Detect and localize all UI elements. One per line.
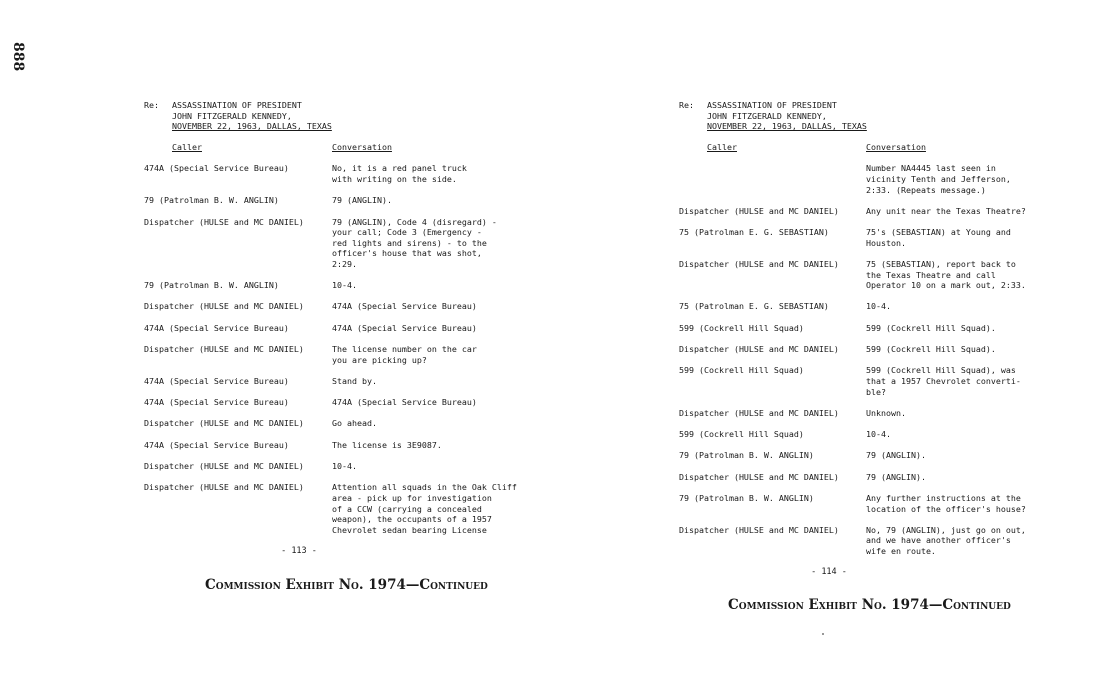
conversation-line: officer's house that was shot,: [332, 248, 482, 259]
conversation-line: 10-4.: [866, 301, 891, 312]
conversation-cell: [866, 301, 1079, 312]
conversation-line: 599 (Cockrell Hill Squad).: [866, 322, 996, 333]
conversation-cell: [332, 440, 564, 451]
conversation-line: Chevrolet sedan bearing License: [332, 524, 487, 535]
conversation-cell: [332, 376, 564, 387]
caller-cell: 79 (Patrolman B. W. ANGLIN): [144, 280, 279, 291]
caller-cell: 474A (Special Service Bureau): [144, 322, 289, 333]
transcript-row: [679, 163, 1079, 195]
conversation-line: 2:29.: [332, 258, 357, 269]
conversation-cell: [866, 493, 1079, 514]
conversation-line: Number NA4445 last seen in: [866, 163, 996, 174]
conversation-line: Operator 10 on a mark out, 2:33.: [866, 280, 1026, 291]
re-lines: [172, 100, 332, 132]
transcript-row: [679, 493, 1079, 514]
conversation-line: vicinity Tenth and Jefferson,: [866, 173, 1011, 184]
conversation-cell: [866, 259, 1079, 291]
conversation-cell: [332, 397, 564, 408]
exhibit-caption: Commission Exhibit No. 1974—Continued: [728, 597, 1011, 613]
re-block: [679, 100, 1079, 132]
transcript-rows: [144, 163, 564, 535]
conversation-cell: [866, 323, 1079, 334]
conversation-line: No, it is a red panel truck: [332, 163, 467, 174]
column-headers: [679, 142, 1079, 153]
transcript-row: [679, 525, 1079, 557]
conversation-line: 79 (ANGLIN).: [332, 195, 392, 206]
caller-cell: 474A (Special Service Bureau): [144, 397, 289, 408]
conversation-line: ble?: [866, 386, 886, 397]
page-number: - 113 -: [281, 545, 317, 556]
conversation-line: area - pick up for investigation: [332, 492, 492, 503]
transcript-row: [679, 450, 1079, 461]
re-line: NOVEMBER 22, 1963, DALLAS, TEXAS: [172, 121, 332, 132]
conversation-line: 79 (ANGLIN).: [866, 450, 926, 461]
caller-cell: Dispatcher (HULSE and MC DANIEL): [679, 471, 839, 482]
conversation-line: 474A (Special Service Bureau): [332, 322, 477, 333]
transcript-row: [144, 217, 564, 270]
re-block: [144, 100, 564, 132]
conversation-line: of a CCW (carrying a concealed: [332, 503, 482, 514]
transcript-row: [144, 163, 564, 184]
conversation-cell: [332, 163, 564, 184]
caller-header: Caller: [172, 141, 202, 152]
conversation-cell: [866, 206, 1079, 217]
conversation-line: Go ahead.: [332, 418, 377, 429]
conversation-header: Conversation: [332, 141, 392, 152]
conversation-line: your call; Code 3 (Emergency -: [332, 227, 482, 238]
page-number: - 114 -: [811, 567, 847, 578]
conversation-line: The license is 3E9087.: [332, 439, 442, 450]
conversation-line: Any unit near the Texas Theatre?: [866, 205, 1026, 216]
caller-cell: Dispatcher (HULSE and MC DANIEL): [679, 344, 839, 355]
conversation-cell: [866, 525, 1079, 557]
caller-cell: Dispatcher (HULSE and MC DANIEL): [679, 524, 839, 535]
transcript-row: [144, 195, 564, 206]
conversation-line: 10-4.: [332, 280, 357, 291]
conversation-cell: [332, 418, 564, 429]
side-page-number: 888: [10, 42, 26, 72]
transcript-row: [679, 259, 1079, 291]
caller-cell: [679, 163, 866, 195]
conversation-line: 599 (Cockrell Hill Squad), was: [866, 365, 1016, 376]
re-line: JOHN FITZGERALD KENNEDY,: [172, 110, 292, 121]
conversation-cell: [332, 217, 564, 270]
conversation-line: weapon), the occupants of a 1957: [332, 514, 492, 525]
caller-cell: 599 (Cockrell Hill Squad): [679, 429, 804, 440]
re-lines: [707, 100, 867, 132]
transcript-row: [679, 344, 1079, 355]
conversation-cell: [866, 163, 1079, 195]
conversation-line: 2:33. (Repeats message.): [866, 184, 986, 195]
transcript-rows: [679, 163, 1079, 556]
transcript-row: [144, 344, 564, 365]
conversation-line: 79 (ANGLIN), Code 4 (disregard) -: [332, 216, 497, 227]
caller-cell: 474A (Special Service Bureau): [144, 375, 289, 386]
transcript-row: [144, 397, 564, 408]
caller-cell: 599 (Cockrell Hill Squad): [679, 365, 804, 376]
caller-cell: 79 (Patrolman B. W. ANGLIN): [679, 492, 814, 503]
conversation-cell: [866, 227, 1079, 248]
conversation-line: 10-4.: [332, 461, 357, 472]
conversation-line: the Texas Theatre and call: [866, 269, 996, 280]
transcript-row: [144, 323, 564, 334]
conversation-line: The license number on the car: [332, 344, 477, 355]
caller-cell: Dispatcher (HULSE and MC DANIEL): [144, 344, 304, 355]
conversation-line: red lights and sirens) - to the: [332, 237, 487, 248]
conversation-cell: [332, 195, 564, 206]
transcript-row: [679, 301, 1079, 312]
transcript-row: [679, 323, 1079, 334]
transcript-row: [679, 472, 1079, 483]
transcript-row: [679, 429, 1079, 440]
transcript-row: [679, 365, 1079, 397]
caller-cell: Dispatcher (HULSE and MC DANIEL): [679, 205, 839, 216]
caller-cell: 599 (Cockrell Hill Squad): [679, 322, 804, 333]
conversation-cell: [866, 429, 1079, 440]
conversation-line: 599 (Cockrell Hill Squad).: [866, 344, 996, 355]
conversation-line: and we have another officer's: [866, 535, 1011, 546]
conversation-line: Any further instructions at the: [866, 492, 1021, 503]
transcript-row: [144, 376, 564, 387]
right-page: [679, 100, 1079, 578]
transcript-row: [144, 418, 564, 429]
conversation-line: you are picking up?: [332, 354, 427, 365]
conversation-cell: [866, 365, 1079, 397]
re-label: Re:: [679, 100, 694, 110]
caller-cell: Dispatcher (HULSE and MC DANIEL): [144, 418, 304, 429]
caller-cell: Dispatcher (HULSE and MC DANIEL): [144, 216, 304, 227]
caller-cell: 79 (Patrolman B. W. ANGLIN): [144, 195, 279, 206]
conversation-line: 474A (Special Service Bureau): [332, 397, 477, 408]
caller-cell: Dispatcher (HULSE and MC DANIEL): [679, 407, 839, 418]
conversation-line: Unknown.: [866, 407, 906, 418]
re-label: Re:: [144, 100, 159, 110]
conversation-cell: [332, 461, 564, 472]
conversation-line: 474A (Special Service Bureau): [332, 301, 477, 312]
conversation-cell: [866, 344, 1079, 355]
conversation-line: with writing on the side.: [332, 173, 457, 184]
transcript-row: [144, 280, 564, 291]
re-line: ASSASSINATION OF PRESIDENT: [172, 100, 302, 110]
conversation-line: No, 79 (ANGLIN), just go on out,: [866, 524, 1026, 535]
transcript-row: [679, 206, 1079, 217]
conversation-line: 79 (ANGLIN).: [866, 471, 926, 482]
conversation-line: 75 (SEBASTIAN), report back to: [866, 259, 1016, 269]
conversation-line: Houston.: [866, 237, 906, 248]
re-line: NOVEMBER 22, 1963, DALLAS, TEXAS: [707, 121, 867, 132]
conversation-line: that a 1957 Chevrolet converti-: [866, 375, 1021, 386]
caller-cell: 75 (Patrolman E. G. SEBASTIAN): [679, 227, 829, 238]
re-line: JOHN FITZGERALD KENNEDY,: [707, 110, 827, 121]
conversation-cell: [866, 472, 1079, 483]
transcript-row: [679, 408, 1079, 419]
left-page: [144, 100, 564, 557]
caller-cell: 474A (Special Service Bureau): [144, 163, 289, 174]
conversation-line: location of the officer's house?: [866, 503, 1026, 514]
conversation-cell: [866, 450, 1079, 461]
caller-cell: 474A (Special Service Bureau): [144, 439, 289, 450]
column-headers: [144, 142, 564, 153]
caller-header: Caller: [707, 141, 737, 152]
exhibit-caption: Commission Exhibit No. 1974—Continued: [205, 577, 488, 593]
caller-cell: Dispatcher (HULSE and MC DANIEL): [144, 482, 304, 493]
conversation-cell: [332, 482, 564, 535]
conversation-cell: [332, 344, 564, 365]
conversation-line: Stand by.: [332, 375, 377, 386]
transcript-row: [144, 440, 564, 451]
transcript-row: [144, 301, 564, 312]
transcript-row: [144, 482, 564, 535]
scan-speck: [822, 633, 824, 635]
conversation-cell: [866, 408, 1079, 419]
conversation-line: 75's (SEBASTIAN) at Young and: [866, 227, 1011, 238]
conversation-line: wife en route.: [866, 545, 936, 556]
re-line: ASSASSINATION OF PRESIDENT: [707, 100, 837, 110]
conversation-line: Attention all squads in the Oak Cliff: [332, 482, 517, 493]
caller-cell: 75 (Patrolman E. G. SEBASTIAN): [679, 301, 829, 312]
caller-cell: Dispatcher (HULSE and MC DANIEL): [144, 461, 304, 472]
transcript-row: [679, 227, 1079, 248]
caller-cell: Dispatcher (HULSE and MC DANIEL): [144, 301, 304, 312]
conversation-line: 10-4.: [866, 429, 891, 440]
conversation-cell: [332, 280, 564, 291]
conversation-cell: [332, 323, 564, 334]
conversation-header: Conversation: [866, 141, 926, 152]
caller-cell: Dispatcher (HULSE and MC DANIEL): [679, 259, 839, 269]
conversation-cell: [332, 301, 564, 312]
transcript-row: [144, 461, 564, 472]
caller-cell: 79 (Patrolman B. W. ANGLIN): [679, 450, 814, 461]
